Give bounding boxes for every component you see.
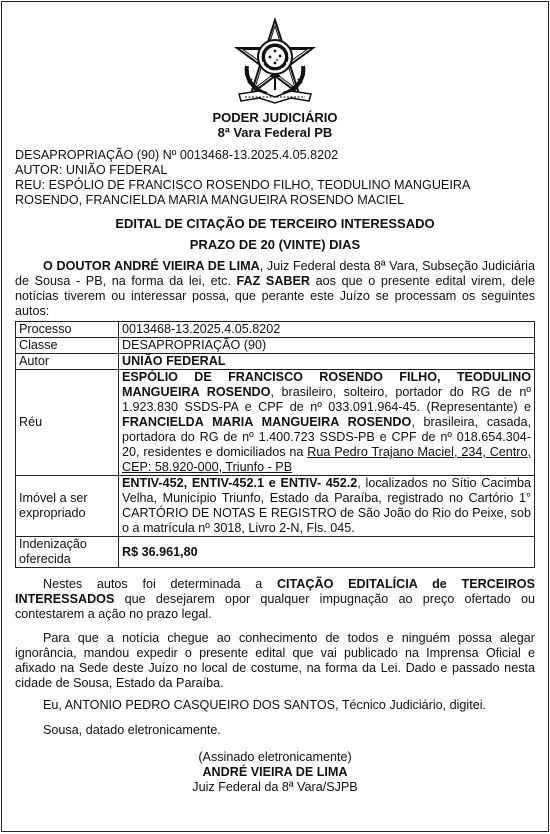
- edital-page: [1, 1, 549, 832]
- prazo-title: PRAZO DE 20 (VINTE) DIAS: [189, 237, 361, 252]
- citation-text-2: que desejarem opor qualquer impugnação ao preço ofertado ou contestarem a ação no prazo legal.: [15, 592, 535, 621]
- signature-block: [15, 750, 535, 795]
- process-table: [15, 321, 535, 568]
- indenizacao-value: R$ 36.961,80: [119, 537, 535, 568]
- indenizacao-label: Indenização oferecida: [16, 537, 119, 568]
- reu-text-2: , brasileira, casada, portadora do RG de nº 1.400.723 SSDS-PB e CPF de nº 018.654.304-20, residentes e domiciliados na: [122, 415, 532, 459]
- table-row: [16, 537, 535, 568]
- intro-text-2: aos que o presente edital virem, dele notícias tiverem ou interessar possa, que perante este Juízo se processam os seguintes autos:: [15, 274, 535, 318]
- intro-text-1: , Juiz Federal desta 8ª Vara, Subseção Judiciária de Sousa - PB, na forma da lei, etc.: [15, 259, 535, 288]
- processo-value: 0013468-13.2025.4.05.8202: [119, 322, 535, 338]
- classe-value: DESAPROPRIAÇÃO (90): [119, 338, 535, 354]
- signature-role: Juiz Federal da 8ª Vara/SJPB: [192, 780, 358, 794]
- table-row: [16, 338, 535, 354]
- classe-label: Classe: [16, 338, 119, 354]
- table-row: [16, 354, 535, 370]
- publication-paragraph: Para que a notícia chegue ao conhecimento de todos e ninguém possa alegar ignorância, mandou expedir o presente edital que vai publicado na Imprensa Oficial e afixado na Sede deste Juízo no local de costume, na forma da Lei. Dado e passado nesta cidade de Sousa, Estado da Paraíba.: [15, 631, 535, 690]
- header-vara: 8ª Vara Federal PB: [217, 125, 333, 140]
- judge-name: O DOUTOR ANDRÉ VIEIRA DE LIMA: [43, 259, 260, 273]
- reu-text-1: , brasileiro, solteiro, portador do RG de nº 1.923.830 SSDS-PA e CPF de nº 033.091.964-45. (Representante) e: [122, 385, 531, 414]
- table-row: [16, 370, 535, 476]
- header-poder-judiciario: PODER JUDICIÁRIO: [212, 110, 338, 125]
- reu-names-2: FRANCIELDA MARIA MANGUEIRA ROSENDO: [122, 415, 412, 429]
- table-row: [16, 476, 535, 537]
- date-paragraph: Sousa, datado eletronicamente.: [43, 723, 221, 737]
- intro-paragraph: [15, 259, 535, 319]
- imovel-value: [119, 476, 535, 537]
- typist-paragraph: Eu, ANTONIO PEDRO CASQUEIRO DOS SANTOS, Técnico Judiciário, digitei.: [43, 698, 487, 712]
- processo-label: Processo: [16, 322, 119, 338]
- autor-label: Autor: [16, 354, 119, 370]
- table-row: [16, 322, 535, 338]
- case-defendant-line: REU: ESPÓLIO DE FRANCISCO ROSENDO FILHO, TEODULINO MANGUEIRA ROSENDO, FRANCIELDA MARIA MANGUEIRA ROSENDO MACIEL: [15, 178, 470, 207]
- imovel-text: , localizados no Sítio Cacimba Velha, Município Triunfo, Estado da Paraíba, registrado no Cartório 1° CARTÓRIO DE NOTAS E REGISTRO de São João do Rio do Peixe, sob o a matrícula nº 3018, Livro 2-N, Fls. 045.: [122, 476, 531, 535]
- signature-name: ANDRÉ VIEIRA DE LIMA: [202, 765, 348, 779]
- autor-value: UNIÃO FEDERAL: [119, 354, 535, 370]
- reu-value: [119, 370, 535, 476]
- signature-note: (Assinado eletronicamente): [198, 750, 352, 764]
- reu-names-1: ESPÓLIO DE FRANCISCO ROSENDO FILHO, TEODULINO MANGUEIRA ROSENDO: [122, 370, 531, 399]
- case-number-line: DESAPROPRIAÇÃO (90) Nº 0013468-13.2025.4.05.8202: [15, 148, 339, 162]
- reu-address: Rua Pedro Trajano Maciel, 234, Centro, CEP: 58.920-000, Triunfo - PB: [122, 445, 531, 474]
- faz-saber: FAZ SABER: [236, 274, 311, 288]
- case-meta: [15, 148, 535, 208]
- citation-bold: CITAÇÃO EDITALÍCIA de TERCEIROS INTERESSADOS: [15, 577, 535, 606]
- reu-label: Réu: [16, 370, 119, 476]
- imovel-label: Imóvel a ser expropriado: [16, 476, 119, 537]
- citation-paragraph: [15, 577, 535, 622]
- edital-title: EDITAL DE CITAÇÃO DE TERCEIRO INTERESSADO: [115, 216, 435, 231]
- case-author-line: AUTOR: UNIÃO FEDERAL: [15, 163, 168, 177]
- imovel-codes: ENTIV-452, ENTIV-452.1 e ENTIV- 452.2: [122, 476, 358, 490]
- citation-text-1: Nestes autos foi determinada a: [43, 577, 277, 591]
- brazil-coat-of-arms-icon: [233, 18, 317, 104]
